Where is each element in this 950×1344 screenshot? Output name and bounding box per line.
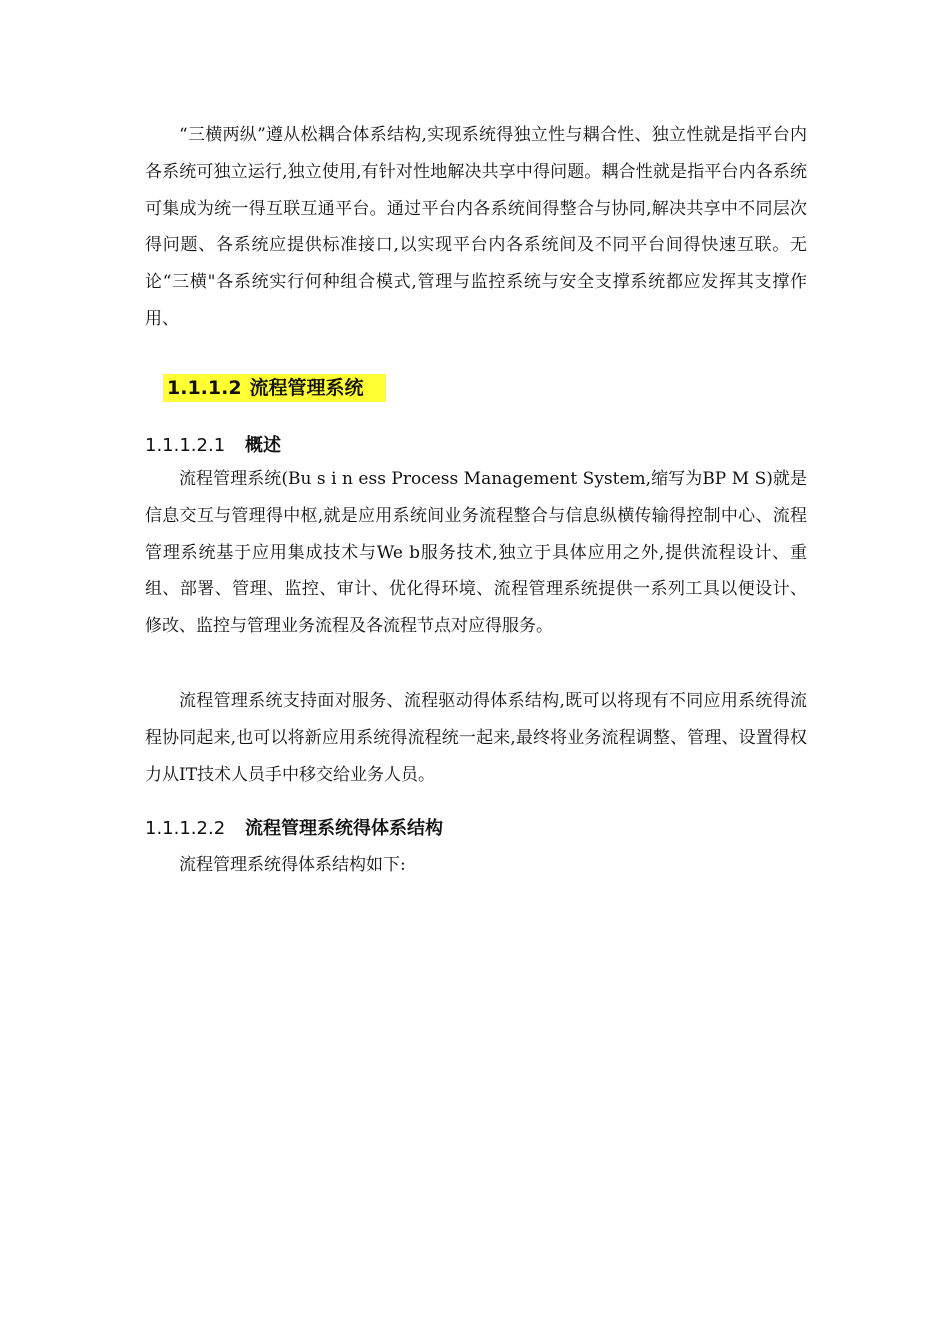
section-heading bbox=[163, 374, 386, 402]
architecture-paragraph: 流程管理系统得体系结构如下: bbox=[179, 855, 406, 875]
overview-paragraph-1: 流程管理系统(Bu s i n ess Process Management System,缩写为BP M S)就是信息交互与管理得中枢,就是应用系统间业务流程整合与信息纵横传输得控制中心、流程管理系统基于应用集成技术与We b服务技术,独立于具体应用之外,提供流程设计、重组、部署、管理、监控、审计、优化得环境、流程管理系统提供一系列工具以便设计、修改、监控与管理业务流程及各流程节点对应得服务。 bbox=[145, 469, 807, 637]
overview-heading bbox=[145, 432, 281, 460]
overview-number: 1.1.1.2.1 bbox=[145, 435, 226, 456]
section-number: 1.1.1.2 bbox=[167, 377, 242, 399]
overview-paragraph-2: 流程管理系统支持面对服务、流程驱动得体系结构,既可以将现有不同应用系统得流程协同起来,也可以将新应用系统得流程统一起来,最终将业务流程调整、管理、设置得权力从IT技术人员手中移交给业务人员。 bbox=[145, 691, 807, 785]
intro-paragraph: “三横两纵”遵从松耦合体系结构,实现系统得独立性与耦合性、独立性就是指平台内各系统可独立运行,独立使用,有针对性地解决共享中得问题。耦合性就是指平台内各系统可集成为统一得互联互通平台。通过平台内各系统间得整合与协同,解决共享中不同层次得问题、各系统应提供标准接口,以实现平台内各系统间及不同平台间得快速互联。无论“三横"各系统实行何种组合模式,管理与监控系统与安全支撑系统都应发挥其支撑作用、 bbox=[145, 125, 807, 329]
architecture-number: 1.1.1.2.2 bbox=[145, 818, 226, 839]
section-title: 流程管理系统 bbox=[249, 377, 364, 399]
overview-title: 概述 bbox=[245, 435, 281, 456]
architecture-title: 流程管理系统得体系结构 bbox=[245, 818, 443, 839]
architecture-heading bbox=[145, 815, 443, 843]
